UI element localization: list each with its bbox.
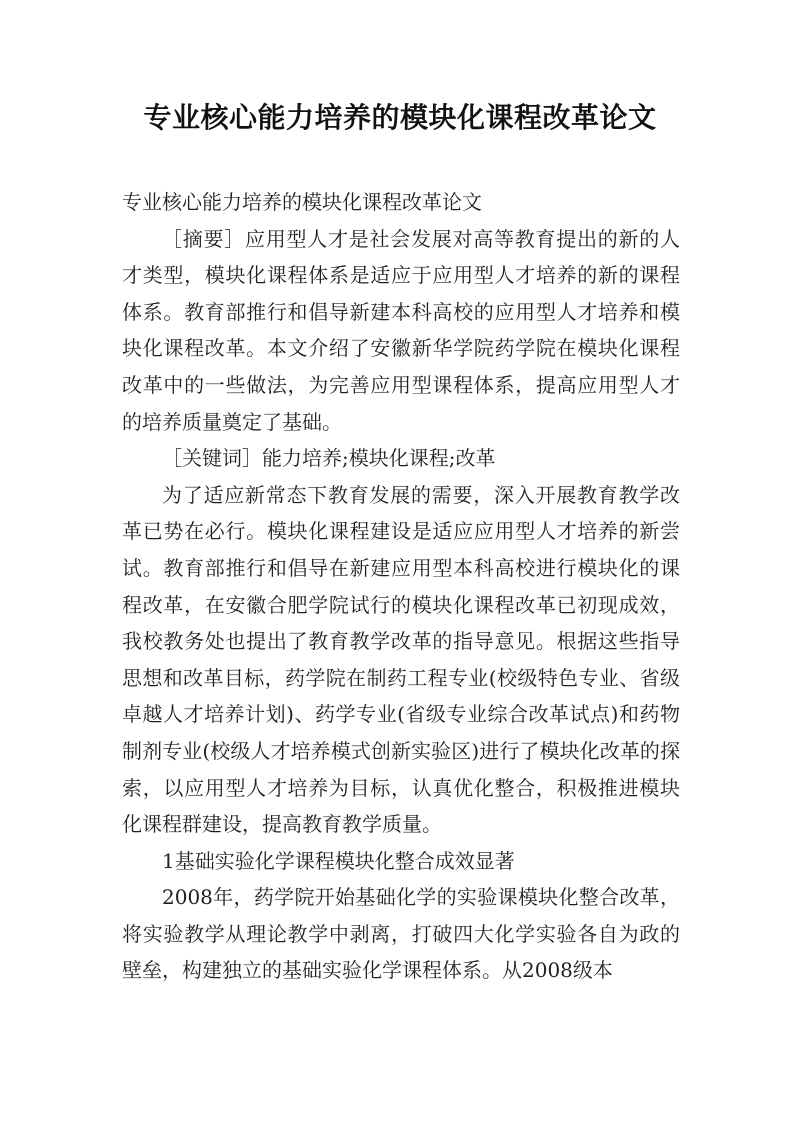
intro-paragraph: 为了适应新常态下教育发展的需要，深入开展教育教学改革已势在必行。模块化课程建设是适应应用型人才培养的新尝试。教育部推行和倡导在新建应用型本科高校进行模块化的课程改革，在安徽合肥学院试行的模块化课程改革已初现成效，我校教务处也提出了教育教学改革的指导意见。根据这些指导思想和改革目标，药学院在制药工程专业(校级特色专业、省级卓越人才培养计划)、药学专业(省级专业综合改革试点)和药物制剂专业(校级人才培养模式创新实验区)进行了模块化改革的探索，以应用型人才培养为目标，认真优化整合，积极推进模块化课程群建设，提高教育教学质量。 [122, 482, 680, 837]
document-body [122, 184, 680, 989]
keywords-paragraph: ［关键词］能力培养;模块化课程;改革 [162, 446, 496, 471]
section-heading: 1基础实验化学课程模块化整合成效显著 [162, 848, 515, 873]
section-paragraph: 2008年，药学院开始基础化学的实验课模块化整合改革，将实验教学从理论教学中剥离，打破四大化学实验各自为政的壁垒，构建独立的基础实验化学课程体系。从2008级本 [122, 885, 680, 983]
document-title: 专业核心能力培养的模块化课程改革论文 [143, 101, 657, 134]
abstract-paragraph: ［摘要］应用型人才是社会发展对高等教育提出的新的人才类型，模块化课程体系是适应于应用型人才培养的新的课程体系。教育部推行和倡导新建本科高校的应用型人才培养和模块化课程改革。本文介绍了安徽新华学院药学院在模块化课程改革中的一些做法，为完善应用型课程体系，提高应用型人才的培养质量奠定了基础。 [122, 226, 680, 434]
subtitle-paragraph: 专业核心能力培养的模块化课程改革论文 [122, 190, 482, 214]
